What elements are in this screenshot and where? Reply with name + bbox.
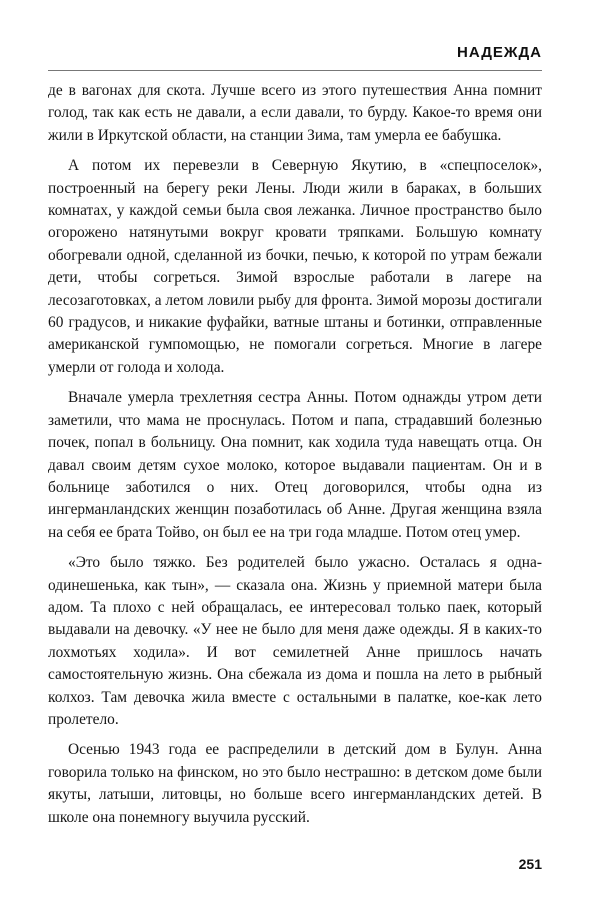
body-text	[48, 80, 542, 837]
paragraph-2: А потом их перевезли в Северную Якутию, в «спецпоселок», построенный на берегу реки Лены. Люди жили в бараках, в больших комнатах, у каждой семьи была своя лежанка. Личное пространство было огорожено натянутыми вокруг кровати тряпками. Большую комнату обогревали одной, сделанной из бочки, печью, к которой по утрам бежали дети, чтобы согреться. Зимой взрослые работали в лагере на лесозаготовках, а летом ловили рыбу для фронта. Зимой морозы достигали 60 градусов, и никакие фуфайки, ватные штаны и ботинки, отправленные американской гумпомощью, не помогали согреться. Многие в лагере умерли от голода и холода.	[48, 157, 542, 376]
paragraph-4: «Это было тяжко. Без родителей было ужасно. Осталась я одна-одинешенька, как тын», — сказала она. Жизнь у приемной матери была адом. Та плохо с ней обращалась, ее интересовал только паек, который выдавали на девочку. «У нее не было для меня даже одежды. Я в каких-то лохмотьях ходила». И вот семилетней Анне пришлось начать самостоятельную жизнь. Она сбежала из дома и пошла на лето в рыбный колхоз. Там девочка жила вместе с остальными в палатке, кое-как лето пролетело.	[48, 554, 542, 728]
header-divider	[48, 70, 542, 71]
running-head-title: НАДЕЖДА	[457, 44, 542, 61]
page-number: 251	[518, 856, 542, 872]
paragraph-5: Осенью 1943 года ее распределили в детский дом в Булун. Анна говорила только на финском, но это было нестрашно: в детском доме были якуты, латыши, литовцы, но больше всего ингерманландских детей. В школе она понемногу выучила русский.	[48, 741, 542, 826]
paragraph-1: де в вагонах для скота. Лучше всего из этого путешествия Анна помнит голод, так как есть не давали, а если давали, то бурду. Какое-то время они жили в Иркутской области, на станции Зима, там умерла ее бабушка.	[48, 82, 542, 144]
paragraph-3: Вначале умерла трехлетняя сестра Анны. Потом однажды утром дети заметили, что мама не проснулась. Потом и папа, страдавший болезнью почек, попал в больницу. Она помнит, как ходила туда навещать отца. Он давал своим детям сухое молоко, которое выдавали пациентам. Он и в больнице заботился о них. Отец договорился, чтобы одна из ингерманландских женщин позаботилась об Анне. Другая женщина взяла на себя ее брата Тойво, он был ее на три года младше. Потом отец умер.	[48, 389, 542, 541]
